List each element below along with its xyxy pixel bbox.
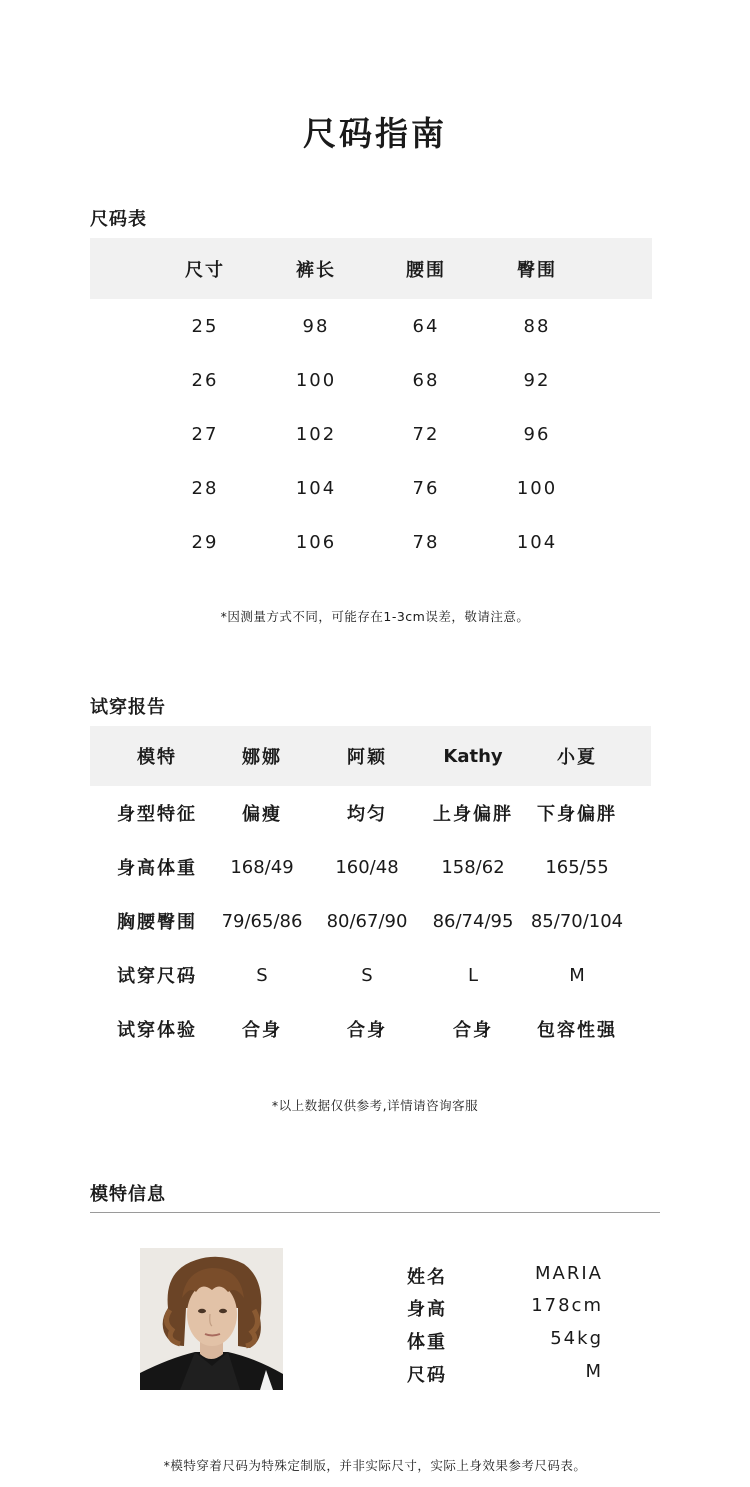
- model-name-label: 姓名: [407, 1267, 447, 1288]
- size-chart-note: *因测量方式不同，可能存在1-3cm误差，敬请注意。: [220, 609, 530, 624]
- table-row: [90, 353, 652, 407]
- table-cell: 26: [191, 369, 219, 391]
- model-photo: [140, 1248, 283, 1390]
- fit-header-cell: Kathy: [443, 745, 503, 767]
- row-label: 身型特征: [117, 804, 197, 825]
- section-divider: [90, 1212, 660, 1213]
- table-row: [90, 786, 651, 840]
- size-header-cell: 裤长: [296, 259, 336, 281]
- table-cell: 合身: [347, 1020, 387, 1041]
- model-size-value: M: [585, 1361, 603, 1382]
- table-cell: 合身: [242, 1020, 282, 1041]
- table-cell: 100: [516, 477, 558, 499]
- table-cell: 合身: [453, 1020, 493, 1041]
- table-cell: S: [256, 964, 268, 986]
- size-chart-header-row: [90, 238, 652, 299]
- model-weight-label: 体重: [407, 1332, 447, 1353]
- size-chart-table: [90, 238, 652, 569]
- row-label: 身高体重: [117, 858, 197, 879]
- table-cell: 68: [412, 369, 440, 391]
- model-info-title: 模特信息: [90, 1184, 166, 1205]
- table-row: [90, 299, 652, 353]
- table-cell: 102: [295, 423, 337, 445]
- table-cell: 76: [412, 477, 440, 499]
- table-row: [90, 461, 652, 515]
- model-size-label: 尺码: [407, 1365, 447, 1386]
- model-name-value: MARIA: [535, 1263, 603, 1284]
- fit-report-header-row: [90, 726, 651, 786]
- table-cell: 72: [412, 423, 440, 445]
- table-cell: 包容性强: [537, 1020, 617, 1041]
- size-chart-title: 尺码表: [90, 209, 147, 230]
- table-cell: L: [467, 964, 479, 986]
- model-weight-value: 54kg: [550, 1328, 603, 1349]
- table-cell: 偏瘦: [242, 804, 282, 825]
- fit-report-title: 试穿报告: [90, 697, 166, 718]
- table-cell: 165/55: [545, 856, 609, 878]
- table-cell: 27: [191, 423, 219, 445]
- table-cell: 98: [302, 315, 330, 337]
- table-row: [90, 948, 651, 1002]
- table-cell: 106: [295, 531, 337, 553]
- table-row: [90, 840, 651, 894]
- table-cell: 100: [295, 369, 337, 391]
- table-cell: 104: [516, 531, 558, 553]
- table-cell: 86/74/95: [432, 910, 514, 932]
- table-cell: 158/62: [441, 856, 505, 878]
- table-row: [90, 515, 652, 569]
- size-header-cell: 臀围: [517, 259, 557, 281]
- table-cell: 168/49: [230, 856, 294, 878]
- table-cell: 下身偏胖: [537, 804, 617, 825]
- model-info-note: *模特穿着尺码为特殊定制版，并非实际尺寸，实际上身效果参考尺码表。: [163, 1458, 587, 1473]
- model-height-label: 身高: [407, 1299, 447, 1320]
- table-cell: 64: [412, 315, 440, 337]
- table-cell: 29: [191, 531, 219, 553]
- table-cell: 28: [191, 477, 219, 499]
- row-label: 胸腰臀围: [117, 912, 197, 933]
- row-label: 试穿尺码: [117, 966, 197, 987]
- model-height-value: 178cm: [531, 1295, 603, 1316]
- table-cell: 96: [523, 423, 551, 445]
- table-cell: 85/70/104: [530, 910, 624, 932]
- table-cell: 均匀: [347, 804, 387, 825]
- size-header-cell: 尺寸: [185, 259, 225, 281]
- table-cell: 92: [523, 369, 551, 391]
- table-cell: 104: [295, 477, 337, 499]
- table-row: [90, 894, 651, 948]
- table-row: [90, 407, 652, 461]
- row-label: 试穿体验: [117, 1020, 197, 1041]
- table-cell: 88: [523, 315, 551, 337]
- fit-report-note: *以上数据仅供参考,详情请咨询客服: [271, 1098, 479, 1113]
- table-cell: 80/67/90: [326, 910, 408, 932]
- fit-header-cell: 小夏: [557, 747, 597, 768]
- table-cell: 79/65/86: [221, 910, 303, 932]
- fit-header-cell: 阿颖: [347, 747, 387, 768]
- table-cell: 上身偏胖: [433, 804, 513, 825]
- page-title: 尺码指南: [303, 114, 447, 153]
- fit-header-cell: 娜娜: [242, 747, 282, 768]
- table-cell: 160/48: [335, 856, 399, 878]
- size-header-cell: 腰围: [406, 259, 446, 281]
- table-cell: S: [361, 964, 373, 986]
- table-row: [90, 1002, 651, 1056]
- table-cell: M: [569, 964, 585, 986]
- fit-report-table: [90, 726, 651, 1056]
- table-cell: 25: [191, 315, 219, 337]
- table-cell: 78: [412, 531, 440, 553]
- fit-header-cell: 模特: [137, 747, 177, 768]
